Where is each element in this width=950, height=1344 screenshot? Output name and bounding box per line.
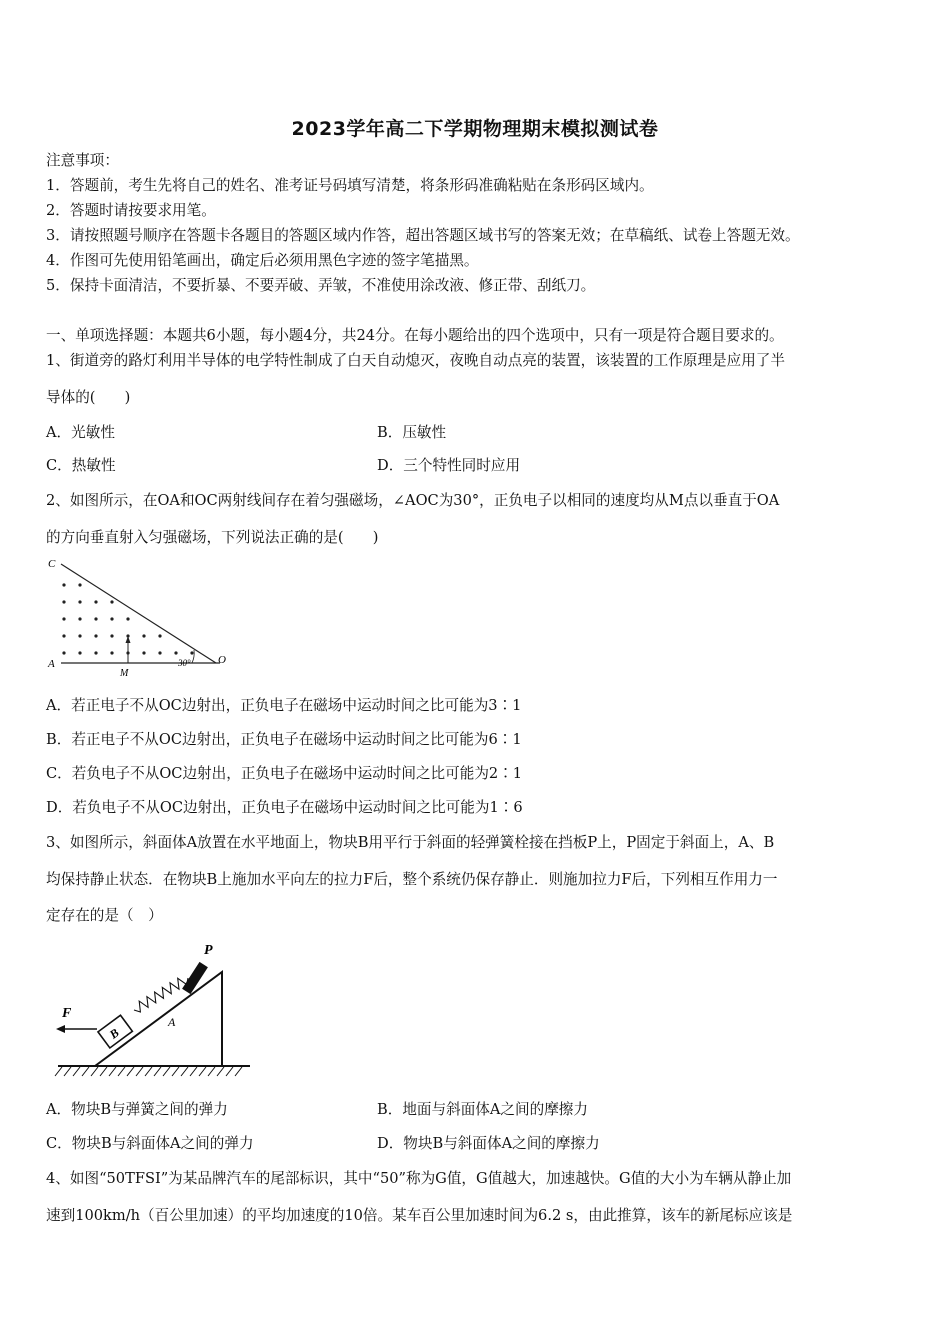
ground-hatch [199,1067,206,1076]
label-f: F [62,1006,72,1021]
q1-option-a: A．光敏性 [46,424,115,441]
magnetic-field-figure [44,554,234,678]
field-dot [94,634,97,637]
field-dot [94,651,97,654]
field-dot [158,651,161,654]
ground-hatch [208,1067,215,1076]
q2-option-b: B．若正电子不从OC边射出，正负电子在磁场中运动时间之比可能为6∶1 [46,731,522,748]
q1-stem-line1: 1、街道旁的路灯利用半导体的电学特性制成了白天自动熄灭，夜晚自动点亮的装置，该装置的工作原理是应用了半 [46,352,785,369]
notice-heading: 注意事项： [46,152,119,169]
ground-hatch [82,1067,89,1076]
ground-hatch [163,1067,170,1076]
notice-item: 3．请按照题号顺序在答题卡各题目的答题区域内作答，超出答题区域书写的答案无效；在草稿纸、试卷上答题无效。 [46,227,800,244]
label-c: C [48,558,56,570]
field-dot [158,634,161,637]
notice-item: 2．答题时请按要求用笔。 [46,202,216,219]
field-dot [78,600,81,603]
ground-hatch [145,1067,152,1076]
incline-figure [50,940,260,1080]
q3-option-a: A．物块B与弹簧之间的弹力 [46,1101,228,1118]
q2-option-d: D．若负电子不从OC边射出，正负电子在磁场中运动时间之比可能为1∶6 [46,799,523,816]
q1-option-b: B．压敏性 [377,424,447,441]
ground-hatch [172,1067,179,1076]
q3-option-b: B．地面与斜面体A之间的摩擦力 [377,1101,588,1118]
field-dot [62,617,65,620]
q3-stem-line1: 3、如图所示，斜面体A放置在水平地面上，物块B用平行于斜面的轻弹簧栓接在挡板P上，P固定于斜面上，A、B [46,834,775,851]
ground-hatch [55,1067,62,1076]
field-dot [110,634,113,637]
ground-hatch [64,1067,71,1076]
q3-option-d: D．物块B与斜面体A之间的摩擦力 [377,1135,600,1152]
field-dot [142,651,145,654]
label-incline-a: A [168,1015,176,1029]
label-a: A [48,658,55,670]
q4-stem-line2: 速到100km/h（百公里加速）的平均加速度的10倍。某车百公里加速时间为6.2 s，由此推算，该车的新尾标应该是 [46,1207,793,1224]
ground-hatch [235,1067,242,1076]
ground-hatch [136,1067,143,1076]
field-dot [78,617,81,620]
q4-stem-line1: 4、如图“50TFSI”为某品牌汽车的尾部标识，其中“50”称为G值，G值越大，加速越快。G值的大小为车辆从静止加 [46,1170,792,1187]
field-dot [110,600,113,603]
q2-option-c: C．若负电子不从OC边射出，正负电子在磁场中运动时间之比可能为2∶1 [46,765,523,782]
ground-hatch [91,1067,98,1076]
field-dot [78,651,81,654]
field-dot [126,617,129,620]
ground-hatch [181,1067,188,1076]
ground-hatch [127,1067,134,1076]
q3-stem-line3: 定存在的是（ ） [46,907,163,924]
label-p: P [204,943,213,958]
label-m: M [120,668,129,678]
q2-option-a: A．若正电子不从OC边射出，正负电子在磁场中运动时间之比可能为3∶1 [46,697,522,714]
section-heading: 一、单项选择题：本题共6小题，每小题4分，共24分。在每小题给出的四个选项中，只有一项是符合题目要求的。 [46,327,784,344]
q3-option-c: C．物块B与斜面体A之间的弹力 [46,1135,254,1152]
ground-hatch [73,1067,80,1076]
ground-hatch [226,1067,233,1076]
ground-hatch [109,1067,116,1076]
q1-option-d: D．三个特性同时应用 [377,457,521,474]
label-angle: 30° [178,658,191,668]
q2-stem-line1: 2、如图所示，在OA和OC两射线间存在着匀强磁场，∠AOC为30°，正负电子以相同的速度均从M点以垂直于OA [46,492,780,509]
label-b: B [106,1025,122,1042]
field-dot [94,600,97,603]
q2-stem-line2: 的方向垂直射入匀强磁场，下列说法正确的是( ) [46,529,379,546]
field-dot [62,600,65,603]
notice-item: 5．保持卡面清洁，不要折暴、不要弄破、弄皱，不准使用涂改液、修正带、刮纸刀。 [46,277,596,294]
notice-item: 4．作图可先使用铅笔画出，确定后必须用黑色字迹的签字笔描黑。 [46,252,479,269]
notice-item: 1．答题前，考生先将自己的姓名、准考证号码填写清楚，将条形码准确粘贴在条形码区域内。 [46,177,654,194]
field-dot [110,617,113,620]
q1-stem-line2: 导体的( ) [46,389,131,406]
field-dot [62,651,65,654]
field-dot [174,651,177,654]
field-dot [62,583,65,586]
label-o: O [218,654,226,666]
field-dot [62,634,65,637]
ground-hatch [217,1067,224,1076]
q1-option-c: C．热敏性 [46,457,116,474]
field-dot [142,634,145,637]
ground-hatch [190,1067,197,1076]
field-dot [78,583,81,586]
field-dot [94,617,97,620]
field-dot [78,634,81,637]
field-dot [110,651,113,654]
q3-stem-line2: 均保持静止状态．在物块B上施加水平向左的拉力F后，整个系统仍保存静止．则施加拉力F后，下列相互作用力一 [46,871,778,888]
ground-hatch [154,1067,161,1076]
ground-hatch [100,1067,107,1076]
ground-hatch [118,1067,125,1076]
field-dot [190,651,193,654]
page-title: 2023学年高二下学期物理期末模拟测试卷 [291,118,659,140]
